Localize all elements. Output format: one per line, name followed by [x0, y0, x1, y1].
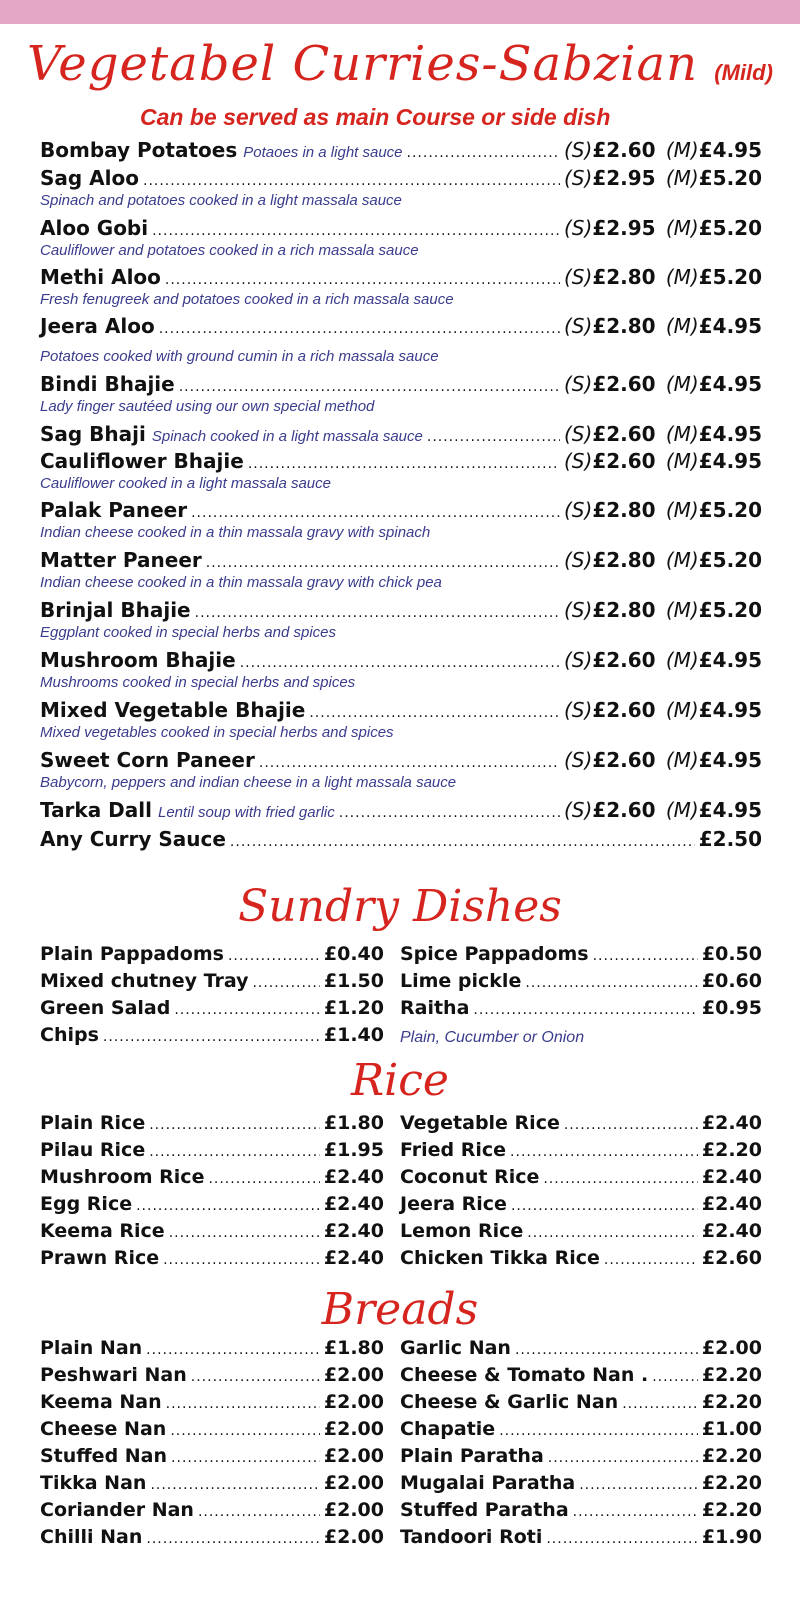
dot-leader [146, 1531, 320, 1547]
menu-row [40, 138, 762, 164]
item-name: Lime pickle [400, 970, 522, 992]
list-item [40, 1418, 384, 1445]
dot-leader [149, 1117, 320, 1133]
dot-leader [170, 1423, 320, 1439]
list-item [40, 943, 384, 970]
list-item [40, 1139, 384, 1166]
list-item [40, 1337, 384, 1364]
item-name: Cauliflower Bhajie [40, 449, 244, 473]
item-name: Sag Bhaji [40, 422, 146, 446]
item-description: Babycorn, peppers and indian cheese in a light massala sauce [40, 774, 457, 791]
dot-leader [195, 605, 560, 621]
item-name: Chicken Tikka Rice [400, 1247, 600, 1269]
main-price: (M)£5.20 [665, 216, 762, 240]
item-price: £2.40 [323, 1193, 384, 1215]
list-item [400, 1499, 762, 1526]
dot-leader [473, 1002, 697, 1018]
breads-heading: Breads [321, 1284, 479, 1335]
dot-leader [171, 1450, 320, 1466]
item-name: Lemon Rice [400, 1220, 524, 1242]
item-name: Bombay Potatoes [40, 138, 238, 162]
list-item [40, 1445, 384, 1472]
list-item [400, 1247, 762, 1274]
sundry-dishes-heading: Sundry Dishes [238, 881, 562, 932]
item-price: £1.40 [323, 1024, 384, 1046]
item-price: £2.40 [323, 1220, 384, 1242]
item-name: Coconut Rice [400, 1166, 540, 1188]
list-item [400, 970, 762, 997]
item-description: Mixed vegetables cooked in special herbs and spices [40, 724, 394, 741]
list-item [40, 997, 384, 1024]
list-item [400, 1472, 762, 1499]
list-item [40, 1526, 384, 1553]
item-name: Jeera Rice [400, 1193, 507, 1215]
item-name: Methi Aloo [40, 265, 161, 289]
item-price: £2.20 [701, 1391, 762, 1413]
dot-leader [165, 272, 560, 288]
list-item [40, 1364, 384, 1391]
item-description: Eggplant cooked in special herbs and spices [40, 624, 337, 641]
item-price: £2.00 [323, 1445, 384, 1467]
raitha-options-note: Plain, Cucumber or Onion [400, 1029, 585, 1046]
item-name: Coriander Nan [40, 1499, 194, 1521]
list-item [40, 598, 762, 642]
item-price: £2.40 [701, 1193, 762, 1215]
page-subtitle: Can be served as main Course or side dish [140, 104, 611, 130]
breads-right-column [400, 1337, 762, 1553]
item-name: Vegetable Rice [400, 1112, 560, 1134]
dot-leader [564, 1117, 698, 1133]
item-name: Mugalai Paratha [400, 1472, 576, 1494]
small-price: (S)£2.60 [564, 798, 656, 822]
mild-label: (Mild) [714, 60, 773, 85]
item-price: £2.00 [323, 1391, 384, 1413]
item-name: Matter Paneer [40, 548, 202, 572]
rice-right-column [400, 1112, 762, 1274]
item-name: Palak Paneer [40, 498, 188, 522]
list-item [40, 216, 762, 260]
list-item [400, 997, 762, 1024]
item-price: £1.00 [701, 1418, 762, 1440]
item-name: Stuffed Paratha [400, 1499, 569, 1521]
list-item [400, 1364, 762, 1391]
item-inline-description: Potaoes in a light sauce [243, 144, 403, 161]
item-price: £2.20 [701, 1364, 762, 1386]
small-price: (S)£2.60 [564, 449, 656, 473]
main-price: (M)£4.95 [665, 698, 762, 722]
item-name: Garlic Nan [400, 1337, 511, 1359]
item-price: £2.00 [323, 1418, 384, 1440]
menu-row [40, 548, 762, 574]
item-price: £1.20 [323, 997, 384, 1019]
menu-row [40, 422, 762, 448]
dot-leader [143, 173, 560, 189]
dot-leader [150, 1477, 319, 1493]
list-item [400, 1391, 762, 1418]
small-price: (S)£2.95 [564, 166, 656, 190]
item-name: Raitha [400, 997, 470, 1019]
main-price: (M)£4.95 [665, 422, 762, 446]
list-item [40, 1112, 384, 1139]
item-name: Mushroom Bhajie [40, 648, 236, 672]
list-item [40, 265, 762, 309]
list-item [40, 1472, 384, 1499]
dot-leader [543, 1171, 698, 1187]
dot-leader [259, 755, 560, 771]
main-price: (M)£4.95 [665, 748, 762, 772]
dot-leader [652, 1369, 698, 1385]
dot-leader [510, 1144, 698, 1160]
breads-section [40, 1337, 762, 1567]
item-inline-description: Spinach cooked in a light massala sauce [151, 428, 423, 445]
menu-row [40, 798, 762, 824]
list-item [400, 1418, 762, 1445]
dot-leader [228, 948, 320, 964]
item-price: £2.40 [323, 1247, 384, 1269]
item-inline-description: Lentil soup with fried garlic [158, 804, 335, 821]
item-price: £1.80 [323, 1337, 384, 1359]
small-price: (S)£2.60 [564, 648, 656, 672]
small-price: (S)£2.60 [564, 138, 656, 162]
item-name: Chapatie [400, 1418, 496, 1440]
item-name: Keema Rice [40, 1220, 165, 1242]
top-pink-band [0, 0, 800, 24]
list-item [40, 314, 762, 366]
item-name: Aloo Gobi [40, 216, 149, 240]
item-price: £2.40 [701, 1220, 762, 1242]
item-price: £2.20 [701, 1472, 762, 1494]
menu-row [40, 265, 762, 291]
dot-leader [152, 223, 560, 239]
dot-leader [407, 145, 560, 161]
menu-row [40, 498, 762, 524]
item-description: Potatoes cooked with ground cumin in a rich massala sauce [40, 348, 439, 365]
small-price: (S)£2.80 [564, 598, 656, 622]
dot-leader [198, 1504, 320, 1520]
list-item [40, 798, 762, 824]
sundry-left-column [40, 943, 384, 1051]
item-price: £0.60 [701, 970, 762, 992]
menu-row [40, 166, 762, 192]
menu-row [40, 216, 762, 242]
dot-leader [573, 1504, 698, 1520]
item-price: £2.00 [323, 1526, 384, 1548]
item-price: £2.20 [701, 1499, 762, 1521]
dot-leader [230, 834, 695, 850]
dot-leader [149, 1144, 320, 1160]
item-description: Fresh fenugreek and potatoes cooked in a rich massala sauce [40, 291, 454, 308]
page-title-text: Vegetabel Curries-Sabzian [27, 36, 699, 92]
item-name: Stuffed Nan [40, 1445, 168, 1467]
small-price: (S)£2.80 [564, 314, 656, 338]
menu-row [40, 827, 762, 853]
rice-section [40, 1112, 762, 1312]
item-name: Pilau Rice [40, 1139, 146, 1161]
dot-leader [166, 1396, 320, 1412]
dot-leader [525, 975, 698, 991]
menu-row [40, 748, 762, 774]
main-price: (M)£4.95 [665, 449, 762, 473]
small-price: (S)£2.80 [564, 548, 656, 572]
main-price: (M)£5.20 [665, 598, 762, 622]
item-price: £1.80 [323, 1112, 384, 1134]
dot-leader [206, 555, 560, 571]
dot-leader [174, 1002, 320, 1018]
main-price: (M)£4.95 [665, 798, 762, 822]
item-name: Keema Nan [40, 1391, 162, 1413]
item-name: Chips [40, 1024, 99, 1046]
list-item [40, 1024, 384, 1051]
list-item [40, 138, 762, 164]
dot-leader [248, 456, 560, 472]
item-name: Plain Paratha [400, 1445, 544, 1467]
list-item [40, 1220, 384, 1247]
dot-leader [604, 1252, 698, 1268]
item-price: £2.00 [323, 1364, 384, 1386]
list-item [40, 1247, 384, 1274]
dot-leader [511, 1198, 698, 1214]
menu-row [40, 598, 762, 624]
main-price: (M)£4.95 [665, 372, 762, 396]
small-price: (S)£2.60 [564, 372, 656, 396]
item-name: Cheese & Tomato Nan . [400, 1364, 649, 1386]
list-item [400, 1166, 762, 1193]
item-price: £1.95 [323, 1139, 384, 1161]
item-name: Plain Pappadoms [40, 943, 224, 965]
item-description: Cauliflower cooked in a light massala sauce [40, 475, 331, 492]
small-price: (S)£2.80 [564, 265, 656, 289]
main-price: (M)£5.20 [665, 548, 762, 572]
item-price: £1.90 [701, 1526, 762, 1548]
item-description: Indian cheese cooked in a thin massala gravy with chick pea [40, 574, 442, 591]
main-price: (M)£5.20 [665, 265, 762, 289]
dot-leader [191, 1369, 320, 1385]
item-name: Sag Aloo [40, 166, 139, 190]
main-price: (M)£4.95 [665, 648, 762, 672]
item-price: £1.50 [323, 970, 384, 992]
item-name: Jeera Aloo [40, 314, 155, 338]
list-item [40, 498, 762, 542]
item-name: Plain Nan [40, 1337, 143, 1359]
item-description: Cauliflower and potatoes cooked in a rich massala sauce [40, 242, 419, 259]
dot-leader [179, 379, 560, 395]
list-item [40, 166, 762, 210]
list-item [40, 548, 762, 592]
list-item [400, 943, 762, 970]
item-price: £2.40 [701, 1112, 762, 1134]
list-item [40, 1193, 384, 1220]
breads-left-column [40, 1337, 384, 1553]
dot-leader [339, 805, 560, 821]
item-name: Tarka Dall [40, 798, 152, 822]
list-item [40, 648, 762, 692]
item-price: £0.50 [701, 943, 762, 965]
item-name: Cheese Nan [40, 1418, 167, 1440]
item-name: Green Salad [40, 997, 171, 1019]
item-description: Mushrooms cooked in special herbs and spices [40, 674, 356, 691]
main-price: (M)£4.95 [665, 314, 762, 338]
rice-left-column [40, 1112, 384, 1274]
item-price: £2.00 [701, 1337, 762, 1359]
dot-leader [548, 1450, 698, 1466]
item-price: £2.00 [323, 1499, 384, 1521]
item-description: Spinach and potatoes cooked in a light massala sauce [40, 192, 402, 209]
dot-leader [309, 705, 560, 721]
item-price: £2.50 [698, 827, 762, 851]
dot-leader [622, 1396, 698, 1412]
list-item [400, 1445, 762, 1472]
item-name: Mushroom Rice [40, 1166, 205, 1188]
dot-leader [515, 1342, 698, 1358]
list-item [40, 1499, 384, 1526]
list-item [400, 1220, 762, 1247]
small-price: (S)£2.60 [564, 422, 656, 446]
item-description: Lady finger sautéed using our own special method [40, 398, 375, 415]
item-price: £2.60 [701, 1247, 762, 1269]
list-item [40, 970, 384, 997]
dot-leader [593, 948, 698, 964]
list-item [40, 748, 762, 792]
item-price: £0.40 [323, 943, 384, 965]
list-item [40, 1391, 384, 1418]
item-name: Egg Rice [40, 1193, 133, 1215]
list-item [400, 1193, 762, 1220]
dot-leader [527, 1225, 698, 1241]
item-description: Indian cheese cooked in a thin massala gravy with spinach [40, 524, 431, 541]
menu-row [40, 648, 762, 674]
item-price: £2.40 [701, 1166, 762, 1188]
item-price: £2.40 [323, 1166, 384, 1188]
item-name: Cheese & Garlic Nan [400, 1391, 619, 1413]
list-item [400, 1112, 762, 1139]
item-price: £0.95 [701, 997, 762, 1019]
list-item [400, 1337, 762, 1364]
item-name: Brinjal Bhajie [40, 598, 191, 622]
menu-row [40, 372, 762, 398]
item-name: Sweet Corn Paneer [40, 748, 255, 772]
dot-leader [146, 1342, 320, 1358]
dot-leader [159, 321, 560, 337]
dot-leader [579, 1477, 698, 1493]
dot-leader [546, 1531, 698, 1547]
list-item [40, 1166, 384, 1193]
dot-leader [208, 1171, 319, 1187]
main-price: (M)£5.20 [665, 498, 762, 522]
page-title [0, 36, 800, 101]
item-name: Mixed Vegetable Bhajie [40, 698, 306, 722]
item-name: Chilli Nan [40, 1526, 143, 1548]
list-item [40, 372, 762, 416]
dot-leader [427, 429, 560, 445]
list-item [400, 1526, 762, 1553]
menu-row [40, 449, 762, 475]
item-name: Any Curry Sauce [40, 827, 226, 851]
main-price: (M)£5.20 [665, 166, 762, 190]
list-item [40, 827, 762, 853]
dot-leader [499, 1423, 698, 1439]
dot-leader [103, 1029, 320, 1045]
list-item [40, 698, 762, 742]
item-name: Spice Pappadoms [400, 943, 589, 965]
list-item [40, 422, 762, 448]
main-price: (M)£4.95 [665, 138, 762, 162]
menu-row [40, 698, 762, 724]
menu-row [40, 314, 762, 340]
dot-leader [240, 655, 560, 671]
rice-heading: Rice [351, 1055, 449, 1106]
item-name: Peshwari Nan [40, 1364, 187, 1386]
item-name: Mixed chutney Tray [40, 970, 249, 992]
dot-leader [191, 505, 560, 521]
small-price: (S)£2.80 [564, 498, 656, 522]
item-name: Plain Rice [40, 1112, 146, 1134]
dot-leader [136, 1198, 320, 1214]
item-name: Tikka Nan [40, 1472, 147, 1494]
item-price: £2.20 [701, 1139, 762, 1161]
dot-leader [169, 1225, 320, 1241]
list-item [40, 449, 762, 493]
item-price: £2.00 [323, 1472, 384, 1494]
dot-leader [163, 1252, 320, 1268]
sundry-right-column [400, 943, 762, 1051]
small-price: (S)£2.60 [564, 748, 656, 772]
small-price: (S)£2.60 [564, 698, 656, 722]
item-name: Bindi Bhajie [40, 372, 175, 396]
item-name: Prawn Rice [40, 1247, 160, 1269]
list-item [400, 1139, 762, 1166]
small-price: (S)£2.95 [564, 216, 656, 240]
item-price: £2.20 [701, 1445, 762, 1467]
item-name: Fried Rice [400, 1139, 507, 1161]
dot-leader [252, 975, 319, 991]
item-name: Tandoori Roti [400, 1526, 543, 1548]
